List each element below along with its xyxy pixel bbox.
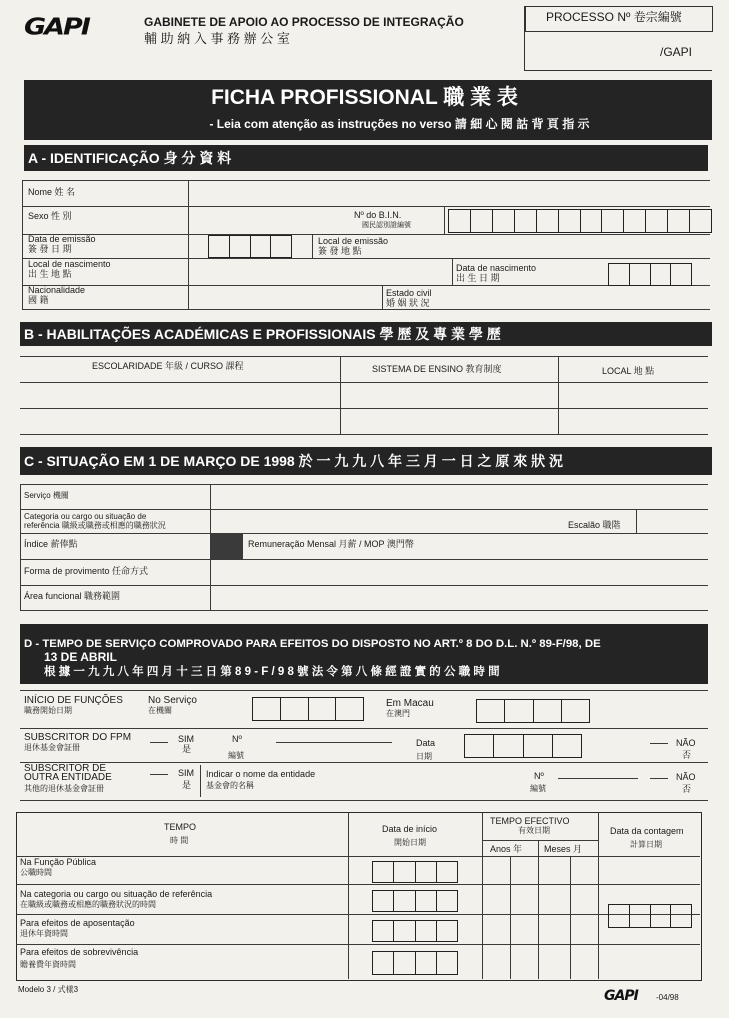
outra-sim-checkbox[interactable] (150, 774, 168, 775)
section-d-heading-zh: 根 據 一 九 九 八 年 四 月 十 三 日 第 8 9 - F / 9 8 號 法 令 第 八 條 經 證 實 的 公 職 時 間 (44, 666, 500, 678)
no-servico-digits[interactable] (252, 697, 364, 721)
forma-provimento-input[interactable] (212, 561, 706, 583)
org-name-zh: 輔 助 納 入 事 務 辦 公 室 (144, 31, 290, 46)
modelo-label: Modelo 3 / 式樣3 (18, 985, 79, 994)
local-nasc-pt: Local de nascimento (28, 259, 111, 269)
no-servico-pt: No Serviço (148, 695, 197, 706)
section-a-heading: A - IDENTIFICAÇÃO 身 分 資 料 (24, 145, 708, 171)
data-nasc-zh: 出 生 日 期 (456, 273, 500, 283)
form-title: FICHA PROFISSIONAL 職 業 表 (211, 86, 518, 109)
row-categoria-zh: 在職級或職務或相應的職務狀況的時間 (20, 900, 156, 909)
row-sobrevivencia-zh: 贍養費年資時間 (20, 960, 76, 969)
fpm-sim-label: SIM (178, 734, 195, 744)
outra-nao-label: NÃO (676, 772, 696, 782)
remuneracao-label: Remuneração Mensal 月薪 / MOP 澳門幣 (248, 539, 414, 549)
nacionalidade-zh: 國 籍 (28, 295, 49, 305)
outra-nao-zh: 否 (682, 784, 692, 794)
categoria-label-1: Categoria ou cargo ou situação de (24, 512, 147, 521)
estado-civil-pt: Estado civil (386, 288, 432, 298)
outra-entidade-pt-1: SUBSCRITOR DE (24, 763, 107, 774)
row-sobrevivencia-digits[interactable] (372, 951, 458, 975)
em-macau-digits[interactable] (476, 699, 590, 723)
fpm-zh: 退休基金會証冊 (24, 743, 80, 752)
row-categoria-digits[interactable] (372, 890, 458, 912)
habilitacoes-row-1[interactable] (22, 384, 706, 406)
area-funcional-input[interactable] (212, 587, 706, 608)
sexo-input[interactable] (190, 208, 350, 232)
tempo-header-zh: 時 間 (170, 836, 189, 845)
local-nasc-input[interactable] (190, 260, 450, 283)
fpm-data-digits[interactable] (464, 734, 582, 758)
data-emissao-zh: 簽 發 日 期 (28, 244, 72, 254)
bin-label-pt: Nº do B.I.N. (354, 210, 402, 220)
estado-civil-zh: 婚 姻 狀 況 (386, 298, 430, 308)
local-emissao-pt: Local de emissão (318, 236, 389, 246)
outra-entidade-pt-2: OUTRA ENTIDADE (24, 772, 112, 783)
fpm-nao-checkbox[interactable] (650, 743, 668, 744)
fpm-data-zh: 日期 (416, 752, 432, 761)
nacionalidade-pt: Nacionalidade (28, 285, 86, 295)
forma-provimento-label: Forma de provimento 任命方式 (24, 566, 149, 576)
fpm-data-label: Data (416, 738, 436, 748)
data-contagem-header: Data da contagem (610, 826, 684, 836)
escalao-input[interactable] (638, 511, 706, 531)
meses-header: Meses 月 (544, 844, 583, 854)
tempo-efectivo-header-zh: 有效日期 (518, 826, 550, 835)
data-contagem-header-zh: 計算日期 (630, 840, 662, 849)
processo-label: PROCESSO Nº 卷宗編號 (546, 10, 682, 24)
servico-input[interactable] (212, 486, 706, 507)
local-emissao-zh: 簽 發 地 點 (318, 246, 362, 256)
col-escolaridade: ESCOLARIDADE 年級 / CURSO 課程 (92, 361, 244, 371)
row-sobrevivencia-pt: Para efeitos de sobrevivência (20, 947, 139, 957)
categoria-label-2: referência 職級或職務或相應的職務狀況 (24, 521, 166, 530)
indicar-entidade-zh: 基金會的名稱 (206, 781, 254, 790)
processo-input[interactable]: /GAPI (660, 45, 693, 59)
outra-sim-zh: 是 (182, 780, 192, 790)
outra-no-input[interactable] (558, 778, 638, 779)
no-servico-zh: 在機關 (148, 706, 172, 715)
fpm-pt: SUBSCRITOR DO FPM (24, 732, 132, 743)
servico-label: Serviço 機關 (24, 491, 69, 500)
sexo-label: Sexo 性 別 (28, 211, 72, 221)
escalao-label: Escalão 職階 (568, 520, 621, 530)
remuneracao-input[interactable] (470, 535, 706, 557)
row-funcao-publica-zh: 公職時間 (20, 868, 52, 877)
bin-label-zh: 國民認別證編號 (362, 222, 411, 229)
footer-code: -04/98 (656, 993, 679, 1002)
row-aposentacao-pt: Para efeitos de aposentação (20, 918, 135, 928)
categoria-input[interactable] (212, 511, 552, 531)
section-c-heading: C - SITUAÇÃO EM 1 DE MARÇO DE 1998 於 一 九 九 八 年 三 月 一 日 之 原 來 狀 況 (20, 447, 712, 475)
fpm-no-zh: 編號 (228, 751, 244, 760)
data-inicio-header-zh: 開始日期 (394, 838, 426, 847)
section-d-heading-line-2: 13 DE ABRIL (44, 650, 117, 664)
tempo-header: TEMPO (164, 822, 197, 832)
org-name-pt: GABINETE DE APOIO AO PROCESSO DE INTEGRAÇÃO (144, 15, 464, 29)
col-sistema-ensino: SISTEMA DE ENSINO 教育制度 (372, 364, 502, 374)
data-nasc-digits[interactable] (608, 263, 692, 286)
inicio-funcoes-zh: 職務開始日期 (24, 706, 72, 715)
em-macau-pt: Em Macau (386, 698, 434, 709)
habilitacoes-row-2[interactable] (22, 410, 706, 432)
data-contagem-digits[interactable] (608, 904, 692, 928)
nacionalidade-input[interactable] (190, 287, 380, 307)
data-emissao-pt: Data de emissão (28, 234, 96, 244)
row-categoria-pt: Na categoria ou cargo ou situação de referência (20, 889, 213, 899)
outra-no-zh: 編號 (530, 784, 546, 793)
outra-no-label: Nº (534, 771, 544, 781)
data-nasc-pt: Data de nascimento (456, 263, 537, 273)
tempo-efectivo-header: TEMPO EFECTIVO (490, 816, 570, 826)
anos-header: Anos 年 (490, 844, 523, 854)
fpm-no-input[interactable] (276, 742, 392, 743)
col-local: LOCAL 地 點 (602, 366, 655, 376)
bin-digits[interactable] (448, 209, 712, 233)
fpm-sim-checkbox[interactable] (150, 742, 168, 743)
data-inicio-header: Data de início (382, 824, 438, 834)
inicio-funcoes-pt: INÍCIO DE FUNÇÕES (24, 695, 123, 706)
outra-sim-label: SIM (178, 768, 195, 778)
fpm-nao-zh: 否 (682, 750, 692, 760)
local-emissao-input[interactable] (408, 236, 708, 256)
indicar-entidade-pt: Indicar o nome da entidade (206, 769, 316, 779)
data-emissao-digits[interactable] (208, 235, 292, 258)
estado-civil-input[interactable] (450, 287, 708, 307)
indicar-entidade-input[interactable] (290, 770, 500, 790)
em-macau-zh: 在澳門 (386, 709, 410, 718)
nome-label: Nome 姓 名 (28, 187, 76, 197)
gapi-logo: GAPI (24, 14, 89, 41)
row-funcao-publica-pt: Na Função Pública (20, 857, 97, 867)
row-funcao-publica-digits[interactable] (372, 861, 458, 883)
indice-shaded-cell (211, 534, 243, 559)
fpm-sim-zh: 是 (182, 744, 192, 754)
indice-label: Índice 薪俸點 (24, 539, 78, 549)
area-funcional-label: Área funcional 職務範圍 (24, 591, 121, 601)
fpm-no-label: Nº (232, 734, 242, 744)
row-aposentacao-zh: 退休年資時間 (20, 929, 68, 938)
local-nasc-zh: 出 生 地 點 (28, 269, 72, 279)
outra-entidade-zh: 其他的退休基金會証冊 (24, 784, 104, 793)
section-b-heading: B - HABILITAÇÕES ACADÉMICAS E PROFISSIONAIS 學 歷 及 專 業 學 歷 (20, 322, 712, 346)
footer-gapi-logo: GAPI (604, 988, 638, 1004)
nome-input[interactable] (190, 182, 708, 204)
fpm-nao-label: NÃO (676, 738, 696, 748)
outra-nao-checkbox[interactable] (650, 778, 668, 779)
section-d-heading-line-1: D - TEMPO DE SERVIÇO COMPROVADO PARA EFEITOS DO DISPOSTO NO ART.º 8 DO D.L. N.º 89-F/98, DE (24, 638, 601, 650)
row-aposentacao-digits[interactable] (372, 920, 458, 942)
form-subtitle: - Leia com atenção as instruções no verso 請 細 心 閱 詁 背 頁 指 示 (209, 117, 590, 131)
